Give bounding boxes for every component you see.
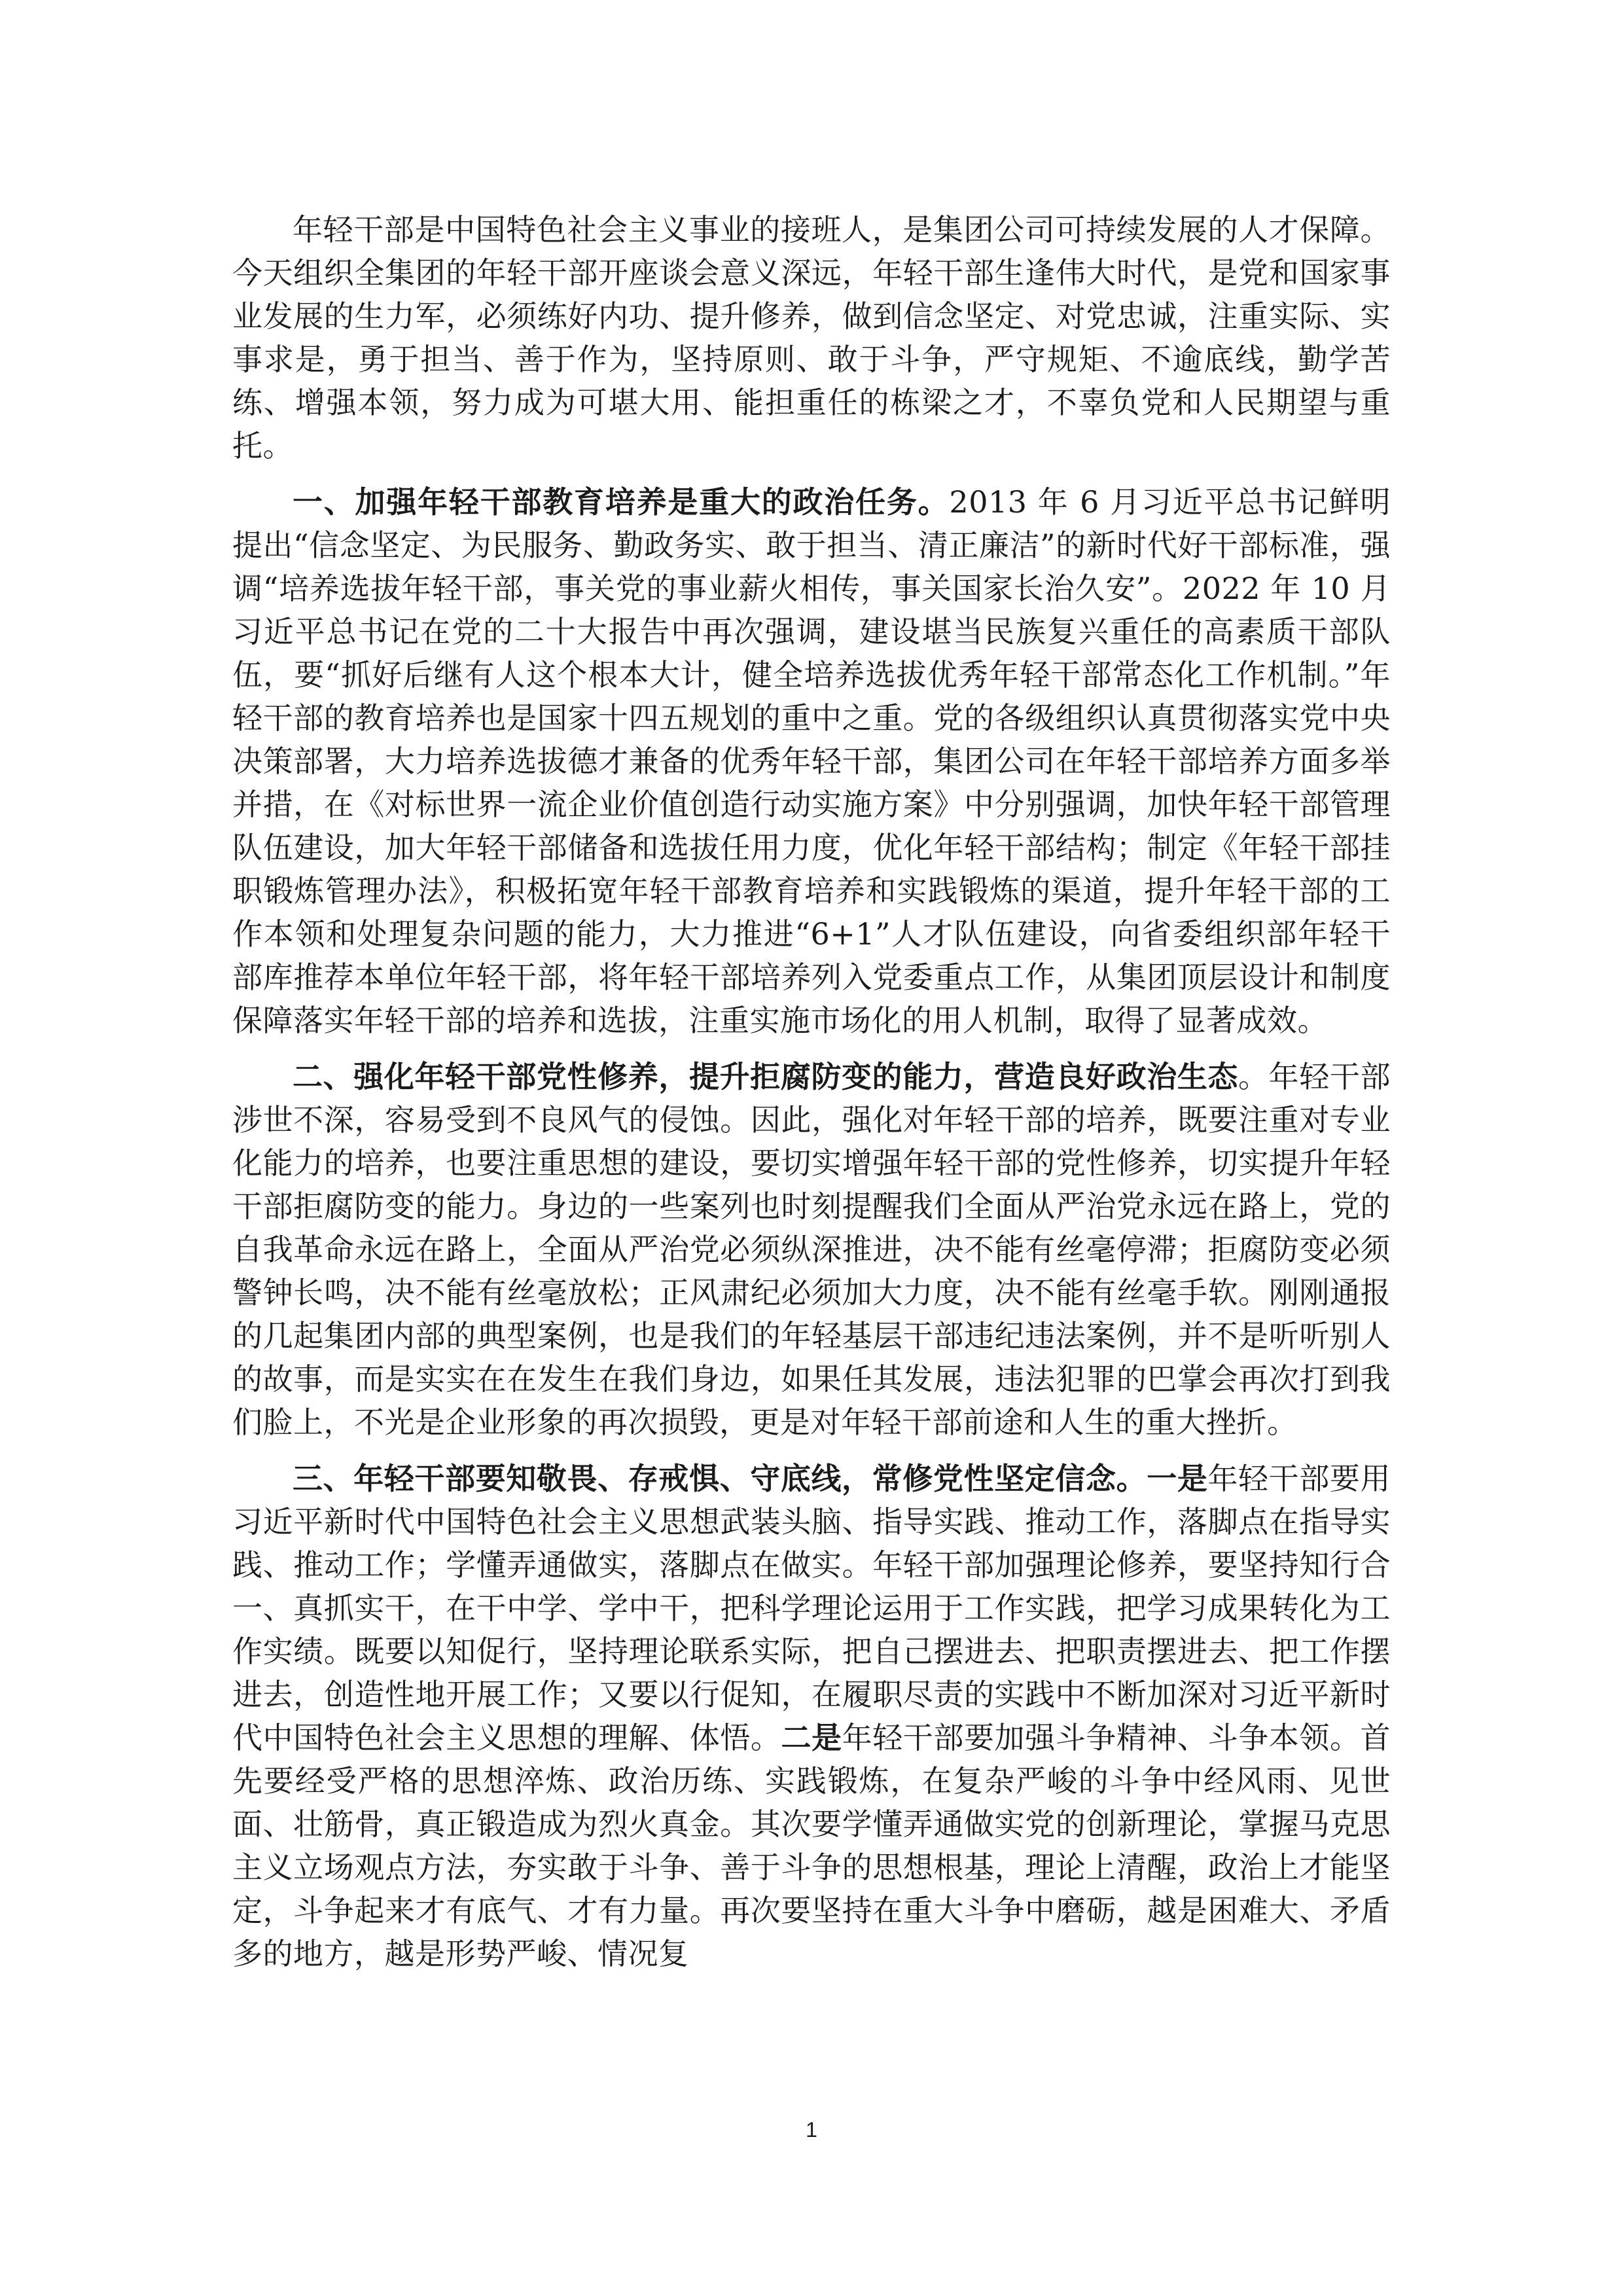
section-1-text: 2013 年 6 月习近平总书记鲜明提出“信念坚定、为民服务、勤政务实、敢于担当、清正廉洁”的新时代好干部标准，强调“培养选拔年轻干部，事关党的事业薪火相传，事关国家长治久安”。2022 年 10 月习近平总书记在党的二十大报告中再次强调，建设堪当民族复兴重任的高素质干部队伍，要“抓好后继有人这个根本大计，健全培养选拔优秀年轻干部常态化工作机制。”年轻干部的教育培养也是国家十四五规划的重中之重。党的各级组织认真贯彻落实党中央决策部署，大力培养选拔德才兼备的优秀年轻干部，集团公司在年轻干部培养方面多举并措，在《对标世界一流企业价值创造行动实施方案》中分别强调，加快年轻干部管理队伍建设，加大年轻干部储备和选拔任用力度，优化年轻干部结构；制定《年轻干部挂职锻炼管理办法》，积极拓宽年轻干部教育培养和实践锻炼的渠道，提升年轻干部的工作本领和处理复杂问题的能力，大力推进“6+1”人才队伍建设，向省委组织部年轻干部库推荐本单位年轻干部，将年轻干部培养列入党委重点工作，从集团顶层设计和制度保障落实年轻干部的培养和选拔，注重实施市场化的用人机制，取得了显著成效。 bbox=[232, 484, 1391, 1038]
paragraph-section-1 bbox=[232, 480, 1391, 1042]
section-1-heading: 一、加强年轻干部教育培养是重大的政治任务。 bbox=[293, 484, 950, 520]
page-number: 1 bbox=[806, 2118, 817, 2142]
paragraph-intro-text: 年轻干部是中国特色社会主义事业的接班人，是集团公司可持续发展的人才保障。今天组织全集团的年轻干部开座谈会意义深远，年轻干部生逢伟大时代，是党和国家事业发展的生力军，必须练好内功、提升修养，做到信念坚定、对党忠诚，注重实际、实事求是，勇于担当、善于作为，坚持原则、敢于斗争，严守规矩、不逾底线，勤学苦练、增强本领，努力成为可堪大用、能担重任的栋梁之才，不辜负党和人民期望与重托。 bbox=[232, 212, 1391, 463]
document-body bbox=[232, 208, 1391, 1988]
paragraph-section-3 bbox=[232, 1457, 1391, 1975]
section-2-text: 。年轻干部涉世不深，容易受到不良风气的侵蚀。因此，强化对年轻干部的培养，既要注重对专业化能力的培养，也要注重思想的建设，要切实增强年轻干部的党性修养，切实提升年轻干部拒腐防变的能力。身边的一些案列也时刻提醒我们全面从严治党永远在路上，党的自我革命永远在路上，全面从严治党必须纵深推进，决不能有丝毫停滞；拒腐防变必须警钟长鸣，决不能有丝毫放松；正风肃纪必须加大力度，决不能有丝毫手软。刚刚通报的几起集团内部的典型案例，也是我们的年轻基层干部违纪违法案例，并不是听听别人的故事，而是实实在在发生在我们身边，如果任其发展，违法犯罪的巴掌会再次打到我们脸上，不光是企业形象的再次损毁，更是对年轻干部前途和人生的重大挫折。 bbox=[232, 1059, 1391, 1440]
section-3-text-part-1: 年轻干部要用习近平新时代中国特色社会主义思想武装头脑、指导实践、推动工作，落脚点在指导实践、推动工作；学懂弄通做实，落脚点在做实。年轻干部加强理论修养，要坚持知行合一、真抓实干，在干中学、学中干，把科学理论运用于工作实践，把学习成果转化为工作实绩。既要以知促行，坚持理论联系实际，把自己摆进去、把职责摆进去、把工作摆进去，创造性地开展工作；又要以行促知，在履职尽责的实践中不断加深对习近平新时代中国特色社会主义思想的理解、体悟。 bbox=[232, 1461, 1391, 1755]
section-3-heading: 三、年轻干部要知敬畏、存戒惧、守底线，常修党性坚定信念。一是 bbox=[293, 1461, 1208, 1496]
paragraph-intro bbox=[232, 208, 1391, 467]
section-3-text-part-2: 年轻干部要加强斗争精神、斗争本领。首先要经受严格的思想淬炼、政治历练、实践锻炼，在复杂严峻的斗争中经风雨、见世面、壮筋骨，真正锻造成为烈火真金。其次要学懂弄通做实党的创新理论，掌握马克思主义立场观点方法，夯实敢于斗争、善于斗争的思想根基，理论上清醒，政治上才能坚定，斗争起来才有底气、才有力量。再次要坚持在重大斗争中磨砺，越是困难大、矛盾多的地方，越是形势严峻、情况复 bbox=[232, 1720, 1391, 1971]
section-2-heading: 二、强化年轻干部党性修养，提升拒腐防变的能力，营造良好政治生态 bbox=[293, 1059, 1239, 1094]
section-3-point-2-label: 二是 bbox=[781, 1720, 842, 1755]
paragraph-section-2 bbox=[232, 1055, 1391, 1444]
